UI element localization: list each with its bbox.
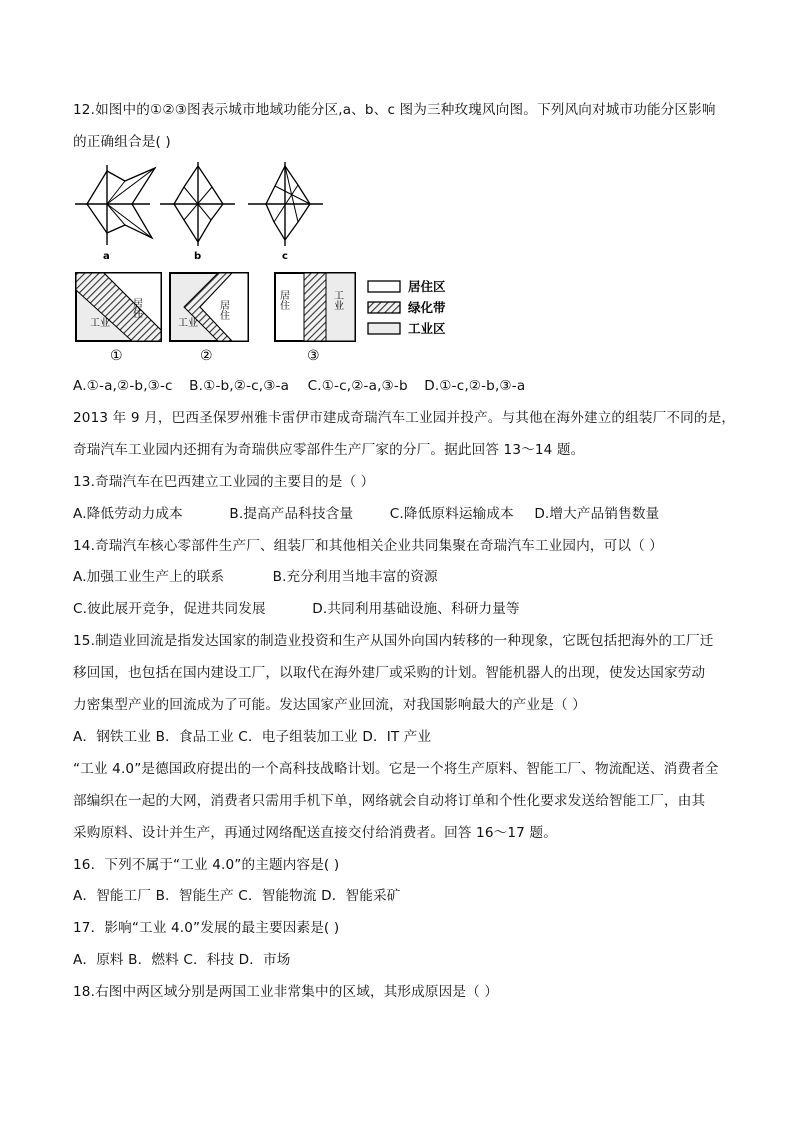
q14-option-b[interactable]: B.充分利用当地丰富的资源	[272, 569, 438, 585]
panel2-residential-label: 居住	[217, 300, 229, 320]
q17-stem: 17．影响“工业 4.0”发展的最主要因素是( )	[73, 920, 340, 936]
wind-rose-a	[75, 165, 155, 245]
passage2-line2: 部编织在一起的大网，消费者只需用手机下单，网络就会自动将订单和个性化要求发送给智能工厂，由其	[73, 793, 706, 809]
legend	[368, 279, 446, 336]
q12-option-c[interactable]: C.①-c,②-a,③-b	[307, 378, 408, 394]
q13-option-c[interactable]: C.降低原料运输成本	[389, 506, 514, 522]
q14-option-a[interactable]: A.加强工业生产上的联系	[73, 569, 225, 585]
passage2-line1: “工业 4.0”是德国政府提出的一个高科技战略计划。它是一个将生产原料、智能工厂、物流配送、消费者全	[73, 761, 719, 777]
panel3-industry-label: 工业	[331, 290, 343, 310]
panel3-residential-label: 居住	[277, 290, 289, 310]
legend-greenbelt: 绿化带	[408, 300, 446, 315]
rose-label-a: a	[103, 251, 110, 262]
passage2-line3: 采购原料、设计并生产，再通过网络配送直接交付给消费者。回答 16～17 题。	[73, 825, 557, 841]
q14-options-row1	[73, 568, 438, 586]
zoning-panel-2	[170, 273, 248, 341]
q18-stem: 18.右图中两区域分别是两国工业非常集中的区域，其形成原因是（ ）	[73, 984, 499, 1000]
panel2-industry-label: 工业	[178, 318, 198, 329]
passage1-line1: 2013 年 9 月，巴西圣保罗州雅卡雷伊市建成奇瑞汽车工业园并投产。与其他在海外建立的组装厂不同的是，	[73, 410, 736, 426]
q14-stem: 14.奇瑞汽车核心零部件生产厂、组装厂和其他相关企业共同集聚在奇瑞汽车工业园内，可以（ ）	[73, 538, 664, 554]
panel-number-3: ③	[307, 348, 320, 364]
legend-residential: 居住区	[408, 279, 446, 294]
q12-option-d[interactable]: D.①-c,②-b,③-a	[424, 378, 526, 394]
wind-rose-b	[160, 162, 235, 246]
wind-rose-and-zoning-diagram	[70, 160, 490, 370]
panel-number-2: ②	[200, 348, 213, 364]
q16-stem: 16．下列不属于“工业 4.0”的主题内容是( )	[73, 857, 340, 873]
q12-option-b[interactable]: B.①-b,②-c,③-a	[189, 378, 290, 394]
q17-options[interactable]: A．原料 B．燃料 C．科技 D．市场	[73, 952, 291, 968]
wind-rose-c	[248, 162, 323, 246]
q13-option-b[interactable]: B.提高产品科技含量	[229, 506, 354, 522]
q12-stem-line2: 的正确组合是( )	[73, 134, 171, 150]
q15-stem-line1: 15.制造业回流是指发达国家的制造业投资和生产从国外向国内转移的一种现象，它既包括把海外的工厂迁	[73, 633, 714, 649]
panel1-industry-label: 工业	[90, 318, 110, 329]
q13-option-a[interactable]: A.降低劳动力成本	[73, 506, 183, 522]
q16-options[interactable]: A．智能工厂 B．智能生产 C．智能物流 D．智能采矿	[73, 888, 401, 904]
passage1-line2: 奇瑞汽车工业园内还拥有为奇瑞供应零部件生产厂家的分厂。据此回答 13～14 题。	[73, 442, 585, 458]
q13-options	[73, 505, 659, 523]
rose-label-c: c	[282, 251, 288, 262]
q12-figure	[70, 160, 490, 370]
legend-industrial: 工业区	[408, 321, 446, 336]
zoning-panel-1	[76, 273, 161, 341]
panel1-residential-label: 居住	[130, 298, 142, 318]
q14-option-d[interactable]: D.共同利用基础设施、科研力量等	[312, 601, 520, 617]
q15-stem-line2: 移回国，也包括在国内建设工厂，以取代在海外建厂或采购的计划。智能机器人的出现，使发达国家劳动	[73, 665, 706, 681]
q15-stem-line3: 力密集型产业的回流成为了可能。发达国家产业回流，对我国影响最大的产业是（ ）	[73, 697, 586, 713]
q12-options	[73, 377, 525, 395]
q13-option-d[interactable]: D.增大产品销售数量	[534, 506, 660, 522]
q12-stem-line1: 12.如图中的①②③图表示城市地域功能分区,a、b、c 图为三种玫瑰风向图。下列风向对城市功能分区影响	[73, 102, 716, 118]
rose-label-b: b	[194, 251, 202, 262]
q15-options[interactable]: A．钢铁工业 B．食品工业 C．电子组装加工业 D．IT 产业	[73, 729, 432, 745]
q13-stem: 13.奇瑞汽车在巴西建立工业园的主要目的是（ ）	[73, 474, 375, 490]
q12-option-a[interactable]: A.①-a,②-b,③-c	[73, 378, 173, 394]
q14-options-row2	[73, 600, 520, 618]
q14-option-c[interactable]: C.彼此展开竞争，促进共同发展	[73, 601, 266, 617]
panel-number-1: ①	[110, 348, 123, 364]
